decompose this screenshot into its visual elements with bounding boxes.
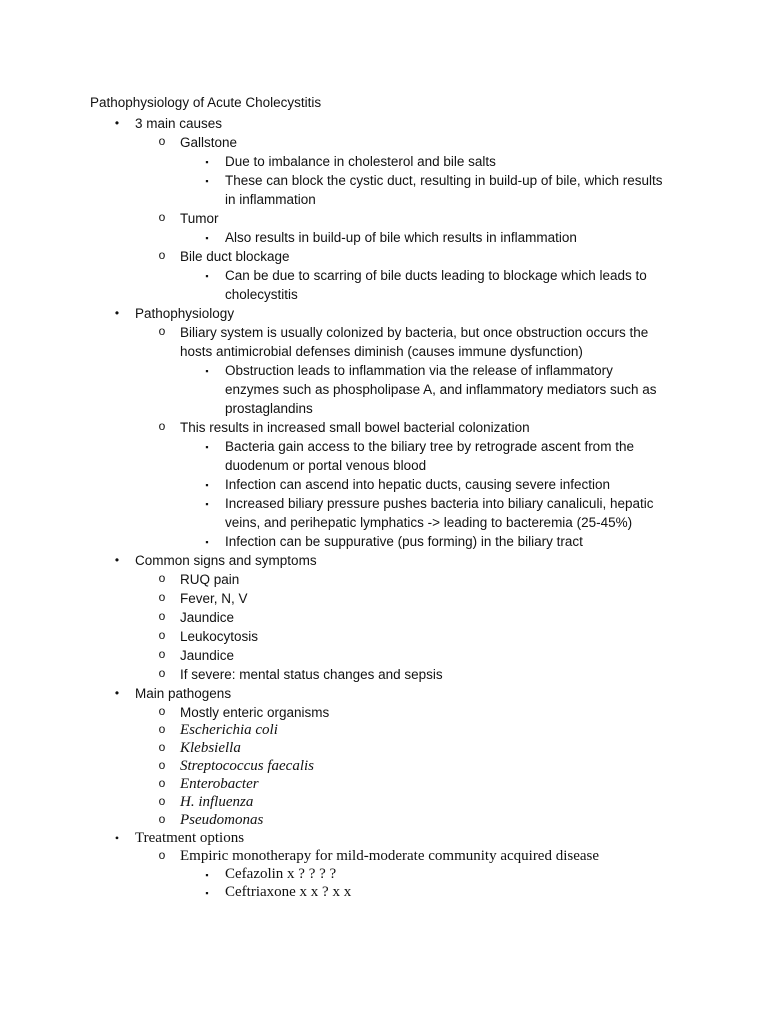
bullet-marker-level-2: o [158, 848, 166, 862]
outline-item-level-2 [157, 646, 234, 665]
outline-item-text: Common signs and symptoms [135, 553, 317, 568]
outline-item-level-2 [157, 247, 290, 266]
outline-item-text: If severe: mental status changes and sepsis [180, 667, 443, 682]
outline-item-text: Increased biliary pressure pushes bacteria into biliary canaliculi, hepatic [225, 496, 654, 511]
outline-item-level-3 [202, 171, 662, 190]
outline-item-level-2 [157, 418, 530, 437]
outline-item-text: Biliary system is usually colonized by bacteria, but once obstruction occurs the [180, 325, 649, 340]
outline-item-level-3 [202, 266, 647, 285]
outline-item-text: RUQ pain [180, 572, 240, 587]
outline-item-text: Due to imbalance in cholesterol and bile salts [225, 154, 496, 169]
outline-item-level-3 [202, 865, 336, 884]
bullet-marker-level-3: ▪ [205, 888, 209, 898]
outline-item-level-1 [112, 551, 317, 570]
bullet-marker-level-2: o [158, 704, 166, 718]
bullet-marker-level-2: o [158, 812, 166, 826]
outline-item-text: Pseudomonas [180, 812, 264, 828]
outline-item-text: Jaundice [180, 610, 235, 625]
outline-item-level-2 [157, 757, 314, 776]
outline-item-text: These can block the cystic duct, resulting in build-up of bile, which results [225, 173, 663, 188]
outline-item-text: Treatment options [135, 830, 245, 846]
bullet-marker-level-3: ▪ [205, 480, 209, 490]
outline-item-text: Jaundice [180, 648, 235, 663]
outline-item-text: Obstruction leads to inflammation via the release of inflammatory [225, 363, 613, 378]
bullet-marker-level-3: ▪ [205, 271, 209, 281]
bullet-marker-level-2: o [158, 628, 166, 642]
outline-item-level-2 [157, 570, 239, 589]
outline-item-text: Bile duct blockage [180, 249, 290, 264]
bullet-marker-level-3: ▪ [205, 442, 209, 452]
outline-item-text: Empiric monotherapy for mild-moderate community acquired disease [180, 848, 600, 864]
outline-item-text: Cefazolin x ? ? ? ? [225, 866, 337, 882]
outline-item-level-2 [157, 209, 219, 228]
outline-item-level-2 [157, 133, 237, 152]
bullet-marker-level-3: ▪ [205, 233, 209, 243]
bullet-marker-level-2: o [158, 666, 166, 680]
outline-item-level-3 [202, 228, 577, 247]
outline-item-text: prostaglandins [225, 401, 313, 416]
outline-item-level-3 [202, 883, 351, 902]
outline-item-level-2 [157, 793, 253, 812]
outline-item-level-2 [157, 608, 234, 627]
outline-item-level-2 [157, 627, 258, 646]
outline-item-text: Fever, N, V [180, 591, 248, 606]
outline-item-text: Tumor [180, 211, 219, 226]
outline-item-level-3 [202, 190, 316, 209]
bullet-marker-level-2: o [158, 740, 166, 754]
outline-item-text: Infection can ascend into hepatic ducts, causing severe infection [225, 477, 610, 492]
outline-item-level-2 [157, 811, 263, 830]
outline-item-text: Pathophysiology [135, 306, 235, 321]
outline-item-level-2 [157, 323, 648, 342]
outline-item-level-2 [157, 703, 329, 722]
bullet-marker-level-3: ▪ [205, 176, 209, 186]
bullet-marker-level-3: ▪ [205, 157, 209, 167]
outline-item-level-2 [157, 665, 443, 684]
bullet-marker-level-2: o [158, 248, 166, 262]
outline-item-text: Infection can be suppurative (pus forming) in the biliary tract [225, 534, 583, 549]
outline-item-level-3 [202, 380, 656, 399]
outline-item-text: Enterobacter [180, 776, 259, 792]
outline-item-level-2 [157, 739, 241, 758]
bullet-marker-level-2: o [158, 722, 166, 736]
bullet-marker-level-2: o [158, 609, 166, 623]
bullet-marker-level-2: o [158, 590, 166, 604]
bullet-marker-level-3: ▪ [205, 537, 209, 547]
outline-item-text: This results in increased small bowel bacterial colonization [180, 420, 530, 435]
outline-item-text: Klebsiella [180, 740, 241, 756]
outline-item-level-3 [202, 399, 313, 418]
bullet-marker-level-2: o [158, 571, 166, 585]
outline-item-text: Can be due to scarring of bile ducts leading to blockage which leads to [225, 268, 647, 283]
bullet-marker-level-1: • [114, 831, 120, 845]
outline-item-text: Main pathogens [135, 686, 232, 701]
outline-item-text: veins, and perihepatic lymphatics -> leading to bacteremia (25-45%) [225, 515, 633, 530]
outline-item-text: 3 main causes [135, 116, 223, 131]
bullet-marker-level-1: • [114, 553, 120, 567]
outline-item-level-1 [112, 114, 222, 133]
outline-item-level-2 [157, 589, 248, 608]
outline-item-level-3 [202, 437, 634, 456]
bullet-marker-level-2: o [158, 758, 166, 772]
outline-item-level-2 [157, 342, 583, 361]
bullet-marker-level-3: ▪ [205, 366, 209, 376]
outline-item-level-3 [202, 361, 613, 380]
outline-item-level-1 [112, 684, 231, 703]
outline-item-text: duodenum or portal venous blood [225, 458, 427, 473]
bullet-marker-level-2: o [158, 794, 166, 808]
bullet-marker-level-3: ▪ [205, 870, 209, 880]
outline-item-text: Mostly enteric organisms [180, 705, 330, 720]
outline-item-text: Streptococcus faecalis [180, 758, 314, 774]
outline-item-level-3 [202, 475, 610, 494]
outline-item-text: enzymes such as phospholipase A, and inflammatory mediators such as [225, 382, 657, 397]
outline-item-level-1 [112, 829, 244, 848]
bullet-marker-level-2: o [158, 776, 166, 790]
outline-item-text: cholecystitis [225, 287, 298, 302]
outline-item-text: Also results in build-up of bile which results in inflammation [225, 230, 577, 245]
outline-item-level-2 [157, 721, 278, 740]
bullet-marker-level-2: o [158, 647, 166, 661]
outline-item-text: hosts antimicrobial defenses diminish (causes immune dysfunction) [180, 344, 583, 359]
outline-item-level-3 [202, 532, 583, 551]
outline-item-level-3 [202, 285, 298, 304]
document-title: Pathophysiology of Acute Cholecystitis [90, 95, 322, 110]
outline-item-text: Gallstone [180, 135, 238, 150]
outline-item-text: Leukocytosis [180, 629, 259, 644]
outline-item-text: Ceftriaxone x x ? x x [225, 884, 352, 900]
outline-item-level-3 [202, 152, 496, 171]
bullet-marker-level-3: ▪ [205, 499, 209, 509]
outline-item-level-2 [157, 847, 599, 866]
bullet-marker-level-2: o [158, 419, 166, 433]
bullet-marker-level-1: • [114, 116, 120, 130]
bullet-marker-level-2: o [158, 210, 166, 224]
outline-item-text: Bacteria gain access to the biliary tree by retrograde ascent from the [225, 439, 634, 454]
outline-item-text: in inflammation [225, 192, 316, 207]
bullet-marker-level-2: o [158, 324, 166, 338]
outline-item-text: Escherichia coli [180, 722, 278, 738]
bullet-marker-level-2: o [158, 134, 166, 148]
outline-item-level-3 [202, 494, 653, 513]
bullet-marker-level-1: • [114, 306, 120, 320]
outline-item-level-1 [112, 304, 234, 323]
bullet-marker-level-1: • [114, 686, 120, 700]
outline-item-text: H. influenza [180, 794, 254, 810]
outline-item-level-3 [202, 456, 426, 475]
outline-item-level-3 [202, 513, 632, 532]
outline-item-level-2 [157, 775, 259, 794]
